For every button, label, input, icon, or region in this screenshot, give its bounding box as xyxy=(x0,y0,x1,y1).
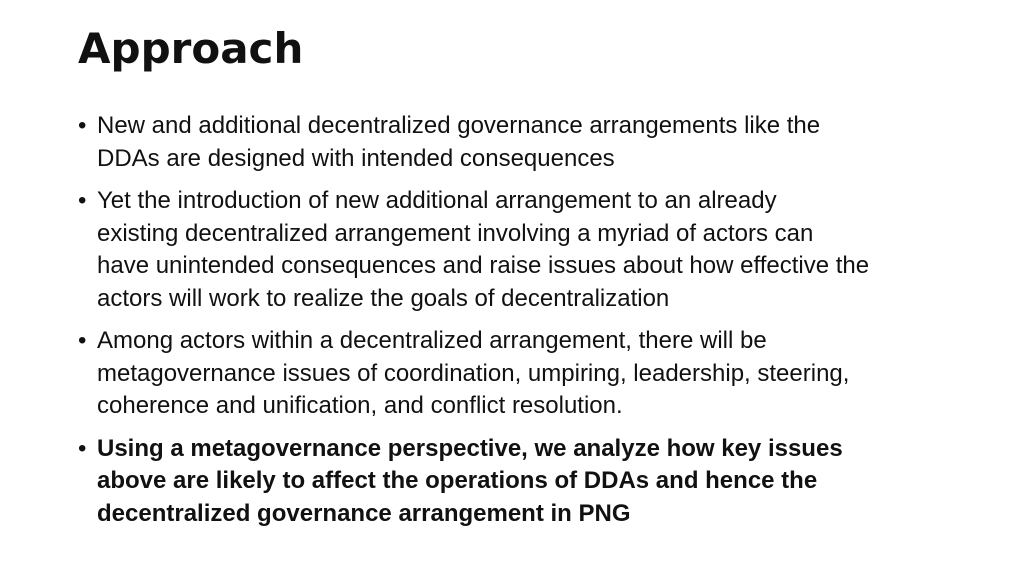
bullet-dot-icon: • xyxy=(78,112,87,139)
bullet-2-line-4: actors will work to realize the goals of decentralization xyxy=(97,284,670,312)
bullet-3-line-3: coherence and unification, and conflict resolution. xyxy=(97,392,623,419)
bullet-1-line-2: DDAs are designed with intended consequences xyxy=(97,144,615,172)
bullet-4-line-3: decentralized governance arrangement in PNG xyxy=(97,499,631,527)
bullet-item-2 xyxy=(78,185,978,315)
bullet-item-4 xyxy=(78,433,978,531)
bullet-dot-icon: • xyxy=(78,327,87,354)
bullet-2-line-1: Yet the introduction of new additional arrangement to an already xyxy=(97,187,777,214)
bullet-list xyxy=(78,110,978,540)
bullet-2-line-2: existing decentralized arrangement involving a myriad of actors can xyxy=(97,219,814,247)
bullet-2-line-3: have unintended consequences and raise issues about how effective the xyxy=(97,252,870,279)
bullet-1-line-1: New and additional decentralized governance arrangements like the xyxy=(97,112,821,139)
bullet-3-line-1: Among actors within a decentralized arrangement, there will be xyxy=(97,327,767,354)
bullet-dot-icon: • xyxy=(78,187,87,214)
bullet-item-3 xyxy=(78,325,978,423)
bullet-4-line-1: Using a metagovernance perspective, we analyze how key issues xyxy=(97,434,843,462)
bullet-3-line-2: metagovernance issues of coordination, umpiring, leadership, steering, xyxy=(97,359,850,387)
bullet-item-1 xyxy=(78,110,978,175)
slide-title: Approach xyxy=(78,24,304,73)
bullet-4-line-2: above are likely to affect the operations of DDAs and hence the xyxy=(97,467,818,494)
bullet-dot-icon: • xyxy=(78,434,87,462)
